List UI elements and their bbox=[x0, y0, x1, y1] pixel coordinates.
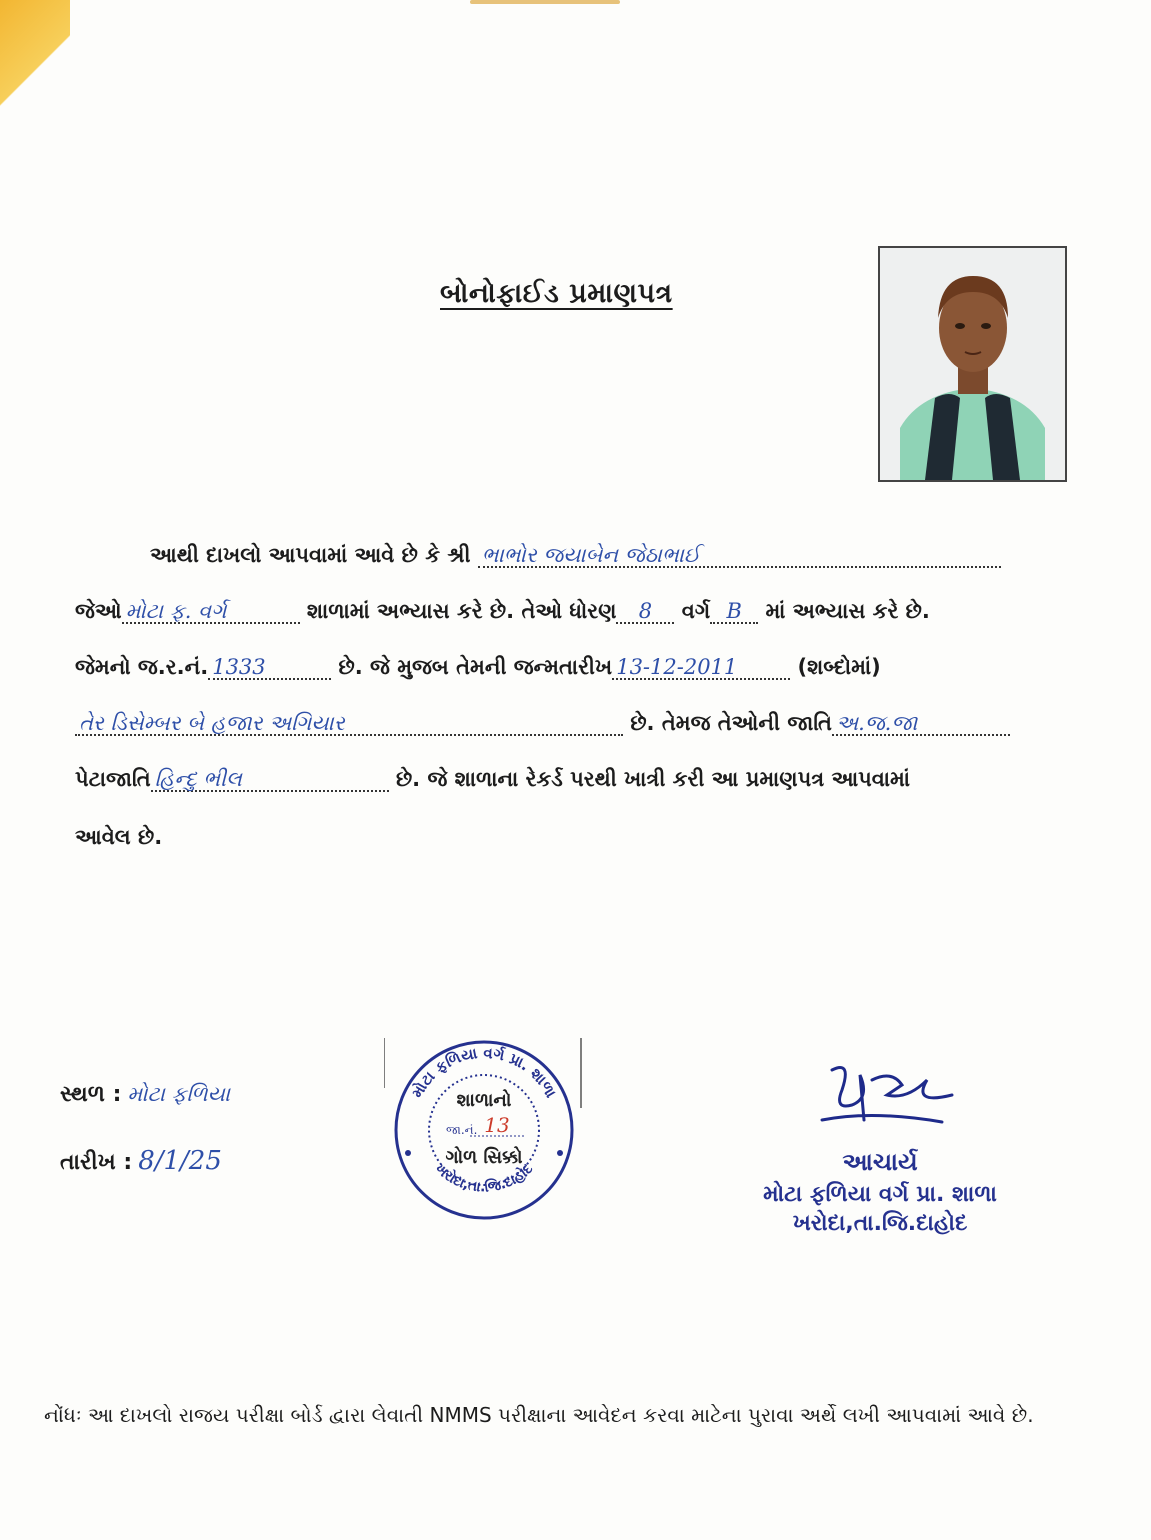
principal-school: મોટા ફળિયા વર્ગ પ્રા. શાળા bbox=[763, 1182, 997, 1207]
line2-mid: શાળામાં અભ્યાસ કરે છે. તેઓ ધોરણ bbox=[306, 599, 617, 623]
division-field: B bbox=[710, 600, 758, 624]
place-value: મોટા ફળિયા bbox=[127, 1082, 230, 1106]
date-row bbox=[60, 1146, 222, 1176]
seal-ring-text: મોટા ફળિયા વર્ગ પ્રા. શાળા bbox=[407, 1043, 561, 1101]
register-no-field: 1333 bbox=[208, 656, 331, 680]
line3-suffix: (શબ્દોમાં) bbox=[797, 655, 881, 679]
principal-signature bbox=[812, 1050, 962, 1140]
seal-footer: ગોળ સિક્કો bbox=[445, 1147, 523, 1168]
seal-regno-label: જા.નં. bbox=[446, 1123, 478, 1137]
place-label: સ્થળ : bbox=[60, 1082, 122, 1107]
body-line-5 bbox=[75, 764, 1105, 794]
school-field: મોટા ફ. વર્ગ bbox=[122, 600, 300, 624]
line4-mid: છે. તેમજ તેઓની જાતિ bbox=[630, 711, 832, 735]
line5-suffix: છે. જે શાળાના રેકર્ડ પરથી ખાત્રી કરી આ પ્રમાણપત્ર આપવામાં bbox=[395, 767, 910, 791]
principal-role: આચાર્ય bbox=[842, 1148, 918, 1176]
signature-icon bbox=[812, 1050, 962, 1140]
line2-mid2: વર્ગ bbox=[681, 599, 711, 623]
standard-field: 8 bbox=[616, 600, 674, 624]
body-line-4 bbox=[75, 708, 1105, 738]
body-line-1 bbox=[75, 540, 1105, 570]
subcaste-field: હિન્દુ ભીલ bbox=[151, 768, 389, 792]
body-line-3 bbox=[75, 652, 1105, 682]
birth-date-words-field: તેર ડિસેમ્બર બે હજાર અગિયાર bbox=[75, 712, 623, 736]
line6-text: આવેલ છે. bbox=[75, 825, 163, 849]
line1-prefix: આથી દાખલો આપવામાં આવે છે કે શ્રી bbox=[150, 543, 471, 567]
caste-field: અ.જ.જા bbox=[832, 712, 1010, 736]
page-title: બોનોફાઈડ પ્રમાણપત્ર bbox=[440, 278, 673, 309]
paper-edge-mark bbox=[470, 0, 620, 4]
line3-mid: છે. જે મુજબ તેમની જન્મતારીખ bbox=[338, 655, 613, 679]
body-line-2 bbox=[75, 596, 1105, 626]
line3-prefix: જેમનો જ.ર.નં. bbox=[75, 655, 209, 679]
student-photo bbox=[878, 246, 1067, 482]
folded-corner bbox=[0, 0, 70, 120]
line2-prefix: જેઓ bbox=[75, 599, 122, 623]
place-row bbox=[60, 1082, 230, 1107]
seal-bottom-text: ખરોદા,તા.જિ.દાહોદ bbox=[431, 1160, 537, 1196]
line2-suffix: માં અભ્યાસ કરે છે. bbox=[765, 599, 930, 623]
student-portrait-icon bbox=[880, 248, 1065, 480]
seal-regno-value: 13 bbox=[484, 1113, 510, 1137]
body-line-6 bbox=[75, 822, 1105, 852]
footnote: નોંધઃ આ દાખલો રાજય પરીક્ષા બોર્ડ દ્વારા લેવાતી NMMS પરીક્ષાના આવેદન કરવા માટેના પુરાવા અર્થે લખી આપવામાં આવે છે. bbox=[44, 1403, 1034, 1427]
date-label: તારીખ : bbox=[60, 1150, 133, 1175]
principal-address: ખરોદા,તા.જિ.દાહોદ bbox=[792, 1211, 968, 1236]
seal-heading: શાળાનો bbox=[456, 1090, 512, 1111]
principal-stamp bbox=[720, 1148, 1040, 1236]
birth-date-field: 13-12-2011 bbox=[612, 656, 790, 680]
date-value: 8/1/25 bbox=[138, 1146, 222, 1176]
school-seal bbox=[384, 1028, 584, 1228]
student-name-field: ભાભોર જયાબેન જેઠાભાઈ bbox=[478, 544, 1001, 568]
seal-stamp-icon bbox=[384, 1028, 584, 1228]
line5-prefix: પેટાજાતિ bbox=[75, 767, 151, 791]
